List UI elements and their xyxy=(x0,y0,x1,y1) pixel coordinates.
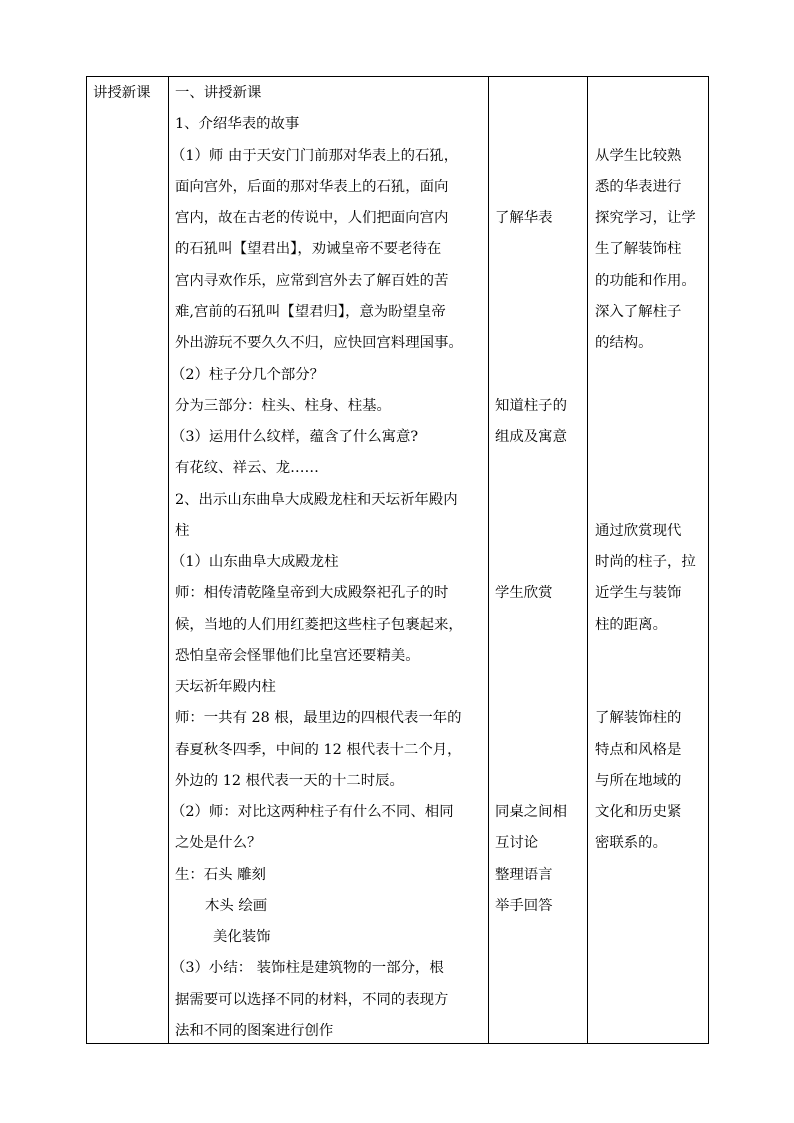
activity-line: 知道柱子的 xyxy=(495,398,567,414)
content-line: （2）师：对比这两种柱子有什么不同、相同 xyxy=(171,804,454,820)
content-line: （1）山东曲阜大成殿龙柱 xyxy=(171,554,339,570)
intent-line: 密联系的。 xyxy=(595,835,667,851)
activity-line: 学生欣赏 xyxy=(495,585,553,601)
activity-line: 组成及寓意 xyxy=(495,429,567,445)
activity-line: 了解华表 xyxy=(495,210,553,226)
content-line: 难,宫前的石犼叫【望君归】，意为盼望皇帝 xyxy=(175,304,446,320)
activity-line: 同桌之间相 xyxy=(495,804,567,820)
content-line: 有花纹、祥云、龙…… xyxy=(175,460,319,476)
intent-line: 特点和风格是 xyxy=(595,742,682,758)
content-line: 外边的 12 根代表一天的十二时辰。 xyxy=(175,773,404,789)
intent-line: 近学生与装饰 xyxy=(595,585,682,601)
intent-line: 从学生比较熟 xyxy=(595,148,682,164)
intent-line: 生了解装饰柱 xyxy=(595,241,682,257)
content-line: （3）运用什么纹样，蕴含了什么寓意? xyxy=(171,429,419,445)
student-activity-cell xyxy=(489,77,588,1044)
content-line: 师：相传清乾隆皇帝到大成殿祭祀孔子的时 xyxy=(175,585,449,601)
content-line: 2、出示山东曲阜大成殿龙柱和天坛祈年殿内 xyxy=(175,492,458,508)
activity-line: 互讨论 xyxy=(495,835,539,851)
content-line: （3）小结： 装饰柱是建筑物的一部分，根 xyxy=(171,960,444,976)
intent-line: 的功能和作用。 xyxy=(595,273,696,289)
content-line: 美化装饰 xyxy=(213,929,271,945)
content-line: 春夏秋冬四季，中间的 12 根代表十二个月， xyxy=(175,742,462,758)
intent-line: 深入了解柱子 xyxy=(595,304,682,320)
intent-line: 与所在地域的 xyxy=(595,773,682,789)
content-cell xyxy=(169,77,489,1044)
content-line: 之处是什么？ xyxy=(175,835,262,851)
intent-line: 柱的距离。 xyxy=(595,617,667,633)
intent-line: 了解装饰柱的 xyxy=(595,710,682,726)
content-line: 宫内，故在古老的传说中，人们把面向宫内 xyxy=(175,210,449,226)
design-intent-cell xyxy=(588,77,709,1044)
content-line: 一、讲授新课 xyxy=(175,85,262,101)
intent-line: 通过欣赏现代 xyxy=(595,523,682,539)
content-line: 的石犼叫【望君出】，劝诫皇帝不要老待在 xyxy=(175,241,442,257)
content-line: 天坛祈年殿内柱 xyxy=(175,679,276,695)
lesson-plan-table xyxy=(86,76,709,1044)
content-line: 恐怕皇帝会怪罪他们比皇宫还要精美。 xyxy=(175,648,420,664)
intent-line: 文化和历史紧 xyxy=(595,804,682,820)
content-line: 柱 xyxy=(175,523,190,539)
intent-line: 的结构。 xyxy=(595,335,653,351)
content-line: 候，当地的人们用红菱把这些柱子包裹起来， xyxy=(175,617,463,633)
content-line: 宫内寻欢作乐，应常到宫外去了解百姓的苦 xyxy=(175,273,449,289)
content-line: 1、介绍华表的故事 xyxy=(175,116,300,132)
intent-line: 时尚的柱子，拉 xyxy=(595,554,696,570)
intent-line: 探究学习，让学 xyxy=(595,210,696,226)
content-line: 外出游玩不要久久不归，应快回宫料理国事。 xyxy=(175,335,463,351)
content-line: 分为三部分：柱头、柱身、柱基。 xyxy=(175,398,391,414)
content-line: （1）师 由于天安门门前那对华表上的石犼， xyxy=(171,148,459,164)
content-line: （2）柱子分几个部分？ xyxy=(171,367,325,383)
activity-line: 举手回答 xyxy=(495,898,553,914)
content-line: 木头 绘画 xyxy=(205,898,268,914)
content-line: 生：石头 雕刻 xyxy=(175,867,266,883)
content-line: 师：一共有 28 根，最里边的四根代表一年的 xyxy=(175,710,462,726)
content-line: 法和不同的图案进行创作 xyxy=(175,1023,334,1039)
section-label-cell xyxy=(87,77,169,1044)
content-line: 面向宫外，后面的那对华表上的石犼，面向 xyxy=(175,179,449,195)
activity-line: 整理语言 xyxy=(495,867,553,883)
intent-line: 悉的华表进行 xyxy=(595,179,682,195)
content-line: 据需要可以选择不同的材料，不同的表现方 xyxy=(175,992,449,1008)
table-row xyxy=(87,77,709,1044)
section-label: 讲授新课 xyxy=(93,85,151,101)
